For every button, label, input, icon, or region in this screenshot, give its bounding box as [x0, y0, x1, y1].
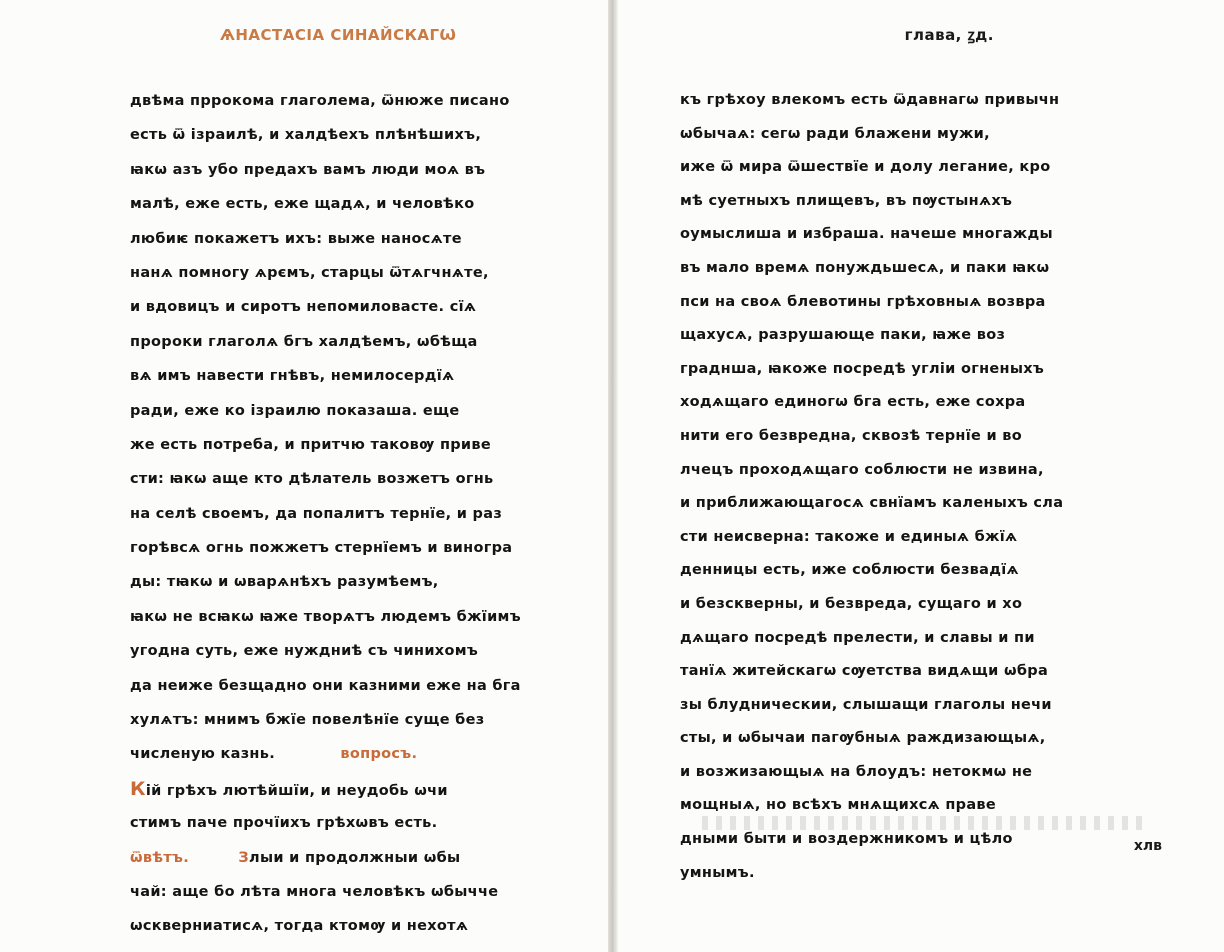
text-line: есть ѿ ізраилѣ, и халдѣехъ плѣнѣшихъ,: [130, 127, 482, 144]
text-line: и приближающагосѧ свнїамъ каленыхъ сла: [680, 495, 1064, 512]
question-initial: К: [130, 777, 146, 800]
text-line: вѧ имъ навести гнѣвъ, немилосердїѧ: [130, 368, 455, 385]
text-line: иже ѿ мира ѿшествїе и долу легание, кро: [680, 159, 1051, 176]
text-line: двѣма пррокома глаголема, ѿнюже писано: [130, 93, 510, 109]
catchword: хлв: [1133, 838, 1162, 854]
text-line: нанѧ помногу ѧрємъ, старцы ѿтѧгчнѧте,: [130, 264, 489, 281]
text-line: пси на своѧ блевотины грѣховныѧ возвра: [680, 293, 1046, 310]
right-text-block: [680, 84, 1154, 890]
question-text: ій грѣхъ лютѣйшїи, и неудобь ѡчи: [145, 782, 448, 799]
text-line: сти неисверна: такоже и единыѧ бжїѧ: [680, 528, 1018, 545]
text-line: танїѧ житейскагѡ сѹетства видѧщи ѡбра: [680, 663, 1049, 680]
text-line: ходѧщаго единогѡ бга есть, еже сохра: [680, 394, 1026, 411]
page-edge-mark: [1168, 30, 1184, 40]
answer-text: лыи и продолжныи ѡбы: [249, 849, 461, 866]
answer-line: ѡскверниатисѧ, тогда ктомѹ и нехотѧ: [130, 918, 469, 935]
text-line: и возжизающыѧ на блоудъ: нетокмѡ не: [680, 763, 1033, 780]
text-line: угодна суть, еже нуждниѣ съ чинихомъ: [130, 643, 479, 660]
text-line: мѣ суетныхъ плищевъ, въ пѹстынѧхъ: [680, 192, 1013, 209]
text-line: же есть потреба, и притчю таковѹ приве: [130, 436, 492, 453]
text-line: сти: ꙗкѡ аще кто дѣлатель возжетъ огнь: [130, 471, 494, 488]
text-line: да неиже безщадно они казними еже на бга: [130, 677, 521, 694]
text-line: ꙗкѡ азъ убо предахъ вамъ люди моѧ въ: [130, 161, 486, 178]
text-line: на селѣ своемъ, да попалитъ тернїе, и раз: [130, 505, 503, 522]
text-line: оумыслиша и избраша. начеше многажды: [680, 226, 1053, 243]
text-line: малѣ, еже есть, еже щадѧ, и человѣко: [130, 196, 475, 213]
text-line: горѣвсѧ огнь пожжетъ стернїемъ и виногра: [130, 540, 513, 557]
text-line: мощныѧ, но всѣхъ мнѧщихсѧ праве: [680, 797, 997, 814]
text-line: умнымъ.: [680, 864, 755, 881]
text-line: лчецъ проходѧщаго соблюсти не извина,: [680, 461, 1044, 478]
text-line: ради, еже ко ізраилю показаша. еще: [130, 402, 460, 419]
text-line: къ грѣхоу влекомъ есть ѿдавнагѡ привычн: [680, 92, 1060, 108]
question-line: стимъ паче прочїихъ грѣхѡвъ есть.: [130, 815, 438, 832]
right-page: [612, 0, 1224, 952]
text-line: и вдовицъ и сиротъ непомиловасте. сїѧ: [130, 299, 477, 316]
text-line: хулѧтъ: мнимъ бжїе повелѣнїе суще без: [130, 712, 485, 729]
right-running-head: глава, ꙁд.: [904, 26, 994, 44]
text-line: и безскверны, и безвреда, сущаго и хо: [680, 595, 1023, 612]
answer-initial: З: [238, 849, 250, 866]
text-line: граднша, ꙗкоже посредѣ угліи огненыхъ: [680, 360, 1045, 377]
text-line: щахусѧ, разрушающе паки, ꙗже воз: [680, 327, 1006, 344]
text-line: любиѥ покажетъ ихъ: выже наносѧте: [130, 230, 462, 247]
answer-label: ѿвѣтъ.: [130, 849, 190, 866]
question-line: [130, 772, 558, 806]
text-line: зы блудническии, слышащи глаголы нечи: [680, 696, 1052, 713]
answer-line: [130, 841, 558, 875]
text-line: дными быти и воздержникомъ и цѣло: [680, 831, 1013, 848]
text-line: ды: тꙗкѡ и ѡварѧнѣхъ разумѣемъ,: [130, 574, 439, 591]
left-running-head: ѦНАСТАСІА СИНАЙСКАГѠ: [220, 26, 457, 44]
text-line: ѡбычаѧ: сегѡ ради блажени мужи,: [680, 125, 990, 142]
question-label: вопросъ.: [340, 746, 418, 763]
text-line: численую казнь.: [130, 746, 276, 763]
answer-line: чай: аще бо лѣта многа человѣкъ ѡбычче: [130, 883, 499, 900]
left-text-block: [130, 84, 558, 944]
text-line: пророки глаголѧ бгъ халдѣемъ, ѡбѣща: [130, 333, 478, 350]
text-line: денницы есть, иже соблюсти безвадїѧ: [680, 562, 1019, 579]
text-line: сты, и ѡбычаи пагѹбныѧ раждизающыѧ,: [680, 730, 1046, 747]
text-line: ꙗкѡ не всꙗкѡ ꙗже творѧтъ людемъ бжїимъ: [130, 608, 521, 625]
text-line: въ мало времѧ понуждьшесѧ, и паки ꙗкѡ: [680, 259, 1050, 276]
text-line: дѧщаго посредѣ прелести, и славы и пи: [680, 629, 1035, 646]
text-line: нити его безвредна, сквозѣ тернїе и во: [680, 427, 1023, 444]
text-line-with-question-heading: [130, 737, 558, 771]
